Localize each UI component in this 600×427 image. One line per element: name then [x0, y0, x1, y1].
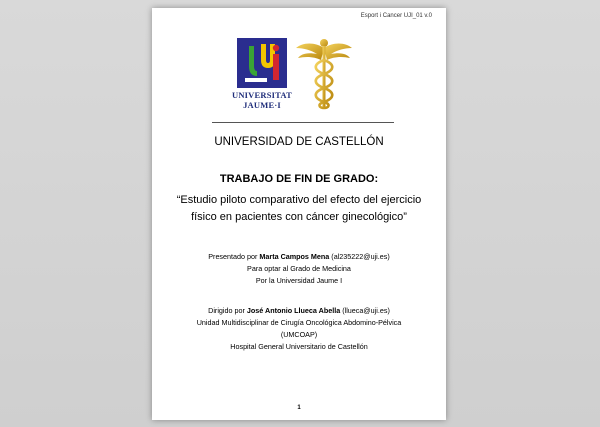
caduceus-icon [295, 36, 353, 110]
directed-line [152, 305, 446, 317]
logo-line1: UNIVERSITAT [232, 90, 292, 100]
presented-prefix: Presentado por [208, 252, 260, 261]
author-email: (al235222@uji.es) [329, 252, 390, 261]
study-title: “Estudio piloto comparativo del efecto del ejercicio físico en pacientes con cáncer ginecológico” [176, 194, 422, 223]
hospital-line: Hospital General Universitario de Castellón [230, 342, 368, 351]
uji-logo-icon [237, 38, 287, 88]
unit-line: Unidad Multidisciplinar de Cirugía Oncológica Abdomino-Pélvica [196, 318, 402, 327]
presented-block [152, 251, 446, 287]
director-email: (llueca@uji.es) [340, 306, 390, 315]
uji-logo-text [227, 90, 297, 110]
document-page [152, 8, 446, 420]
university-name: UNIVERSIDAD DE CASTELLÓN [214, 136, 384, 148]
divider-rule [212, 122, 394, 123]
director-name: José Antonio Llueca Abella [246, 306, 341, 315]
directed-prefix: Dirigido por [208, 306, 247, 315]
tfg-heading: TRABAJO DE FIN DE GRADO: [219, 173, 379, 185]
header-tag: Esport i Cancer UJI_01 v.0 [360, 13, 432, 19]
unit-acronym: (UMCOAP) [280, 330, 318, 339]
logo-line2: JAUME·I [243, 100, 281, 110]
author-name: Marta Campos Mena [259, 252, 330, 261]
degree-line: Para optar al Grado de Medicina [247, 264, 351, 273]
university-line: Por la Universidad Jaume I [255, 276, 343, 285]
directed-block [152, 305, 446, 353]
page-number: 1 [297, 405, 301, 411]
presented-line [152, 251, 446, 263]
